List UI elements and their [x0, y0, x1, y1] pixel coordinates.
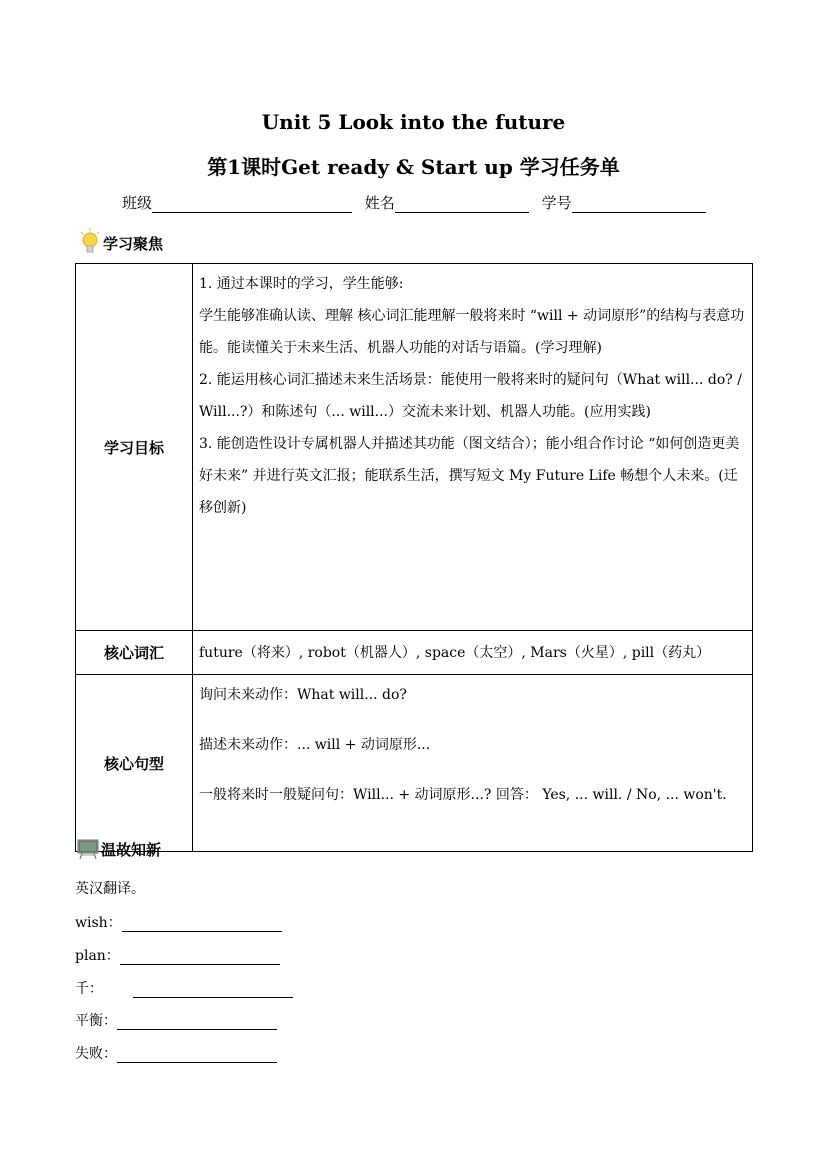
translation-item [75, 945, 280, 965]
learning-focus-table [75, 263, 753, 852]
translation-item [75, 1043, 277, 1063]
vocab-row [76, 631, 753, 675]
translation-prompt: 千： [75, 981, 103, 997]
sentence-row [76, 675, 753, 852]
lightbulb-icon [79, 228, 101, 258]
answer-blank[interactable] [117, 1046, 277, 1063]
objective-intro: 1. 通过本课时的学习，学生能够: [199, 276, 404, 292]
objectives-content [193, 264, 753, 631]
sentence-label: 核心句型 [76, 675, 193, 852]
class-label: 班级 [122, 194, 153, 212]
objective-1: 学生能够准确认读、理解 核心词汇能理解一般将来时 “will + 动词原形”的结构与表意功能。能读懂关于未来生活、机器人功能的对话与语篇。(学习理解) [199, 308, 745, 356]
objectives-label: 学习目标 [76, 264, 193, 631]
sentence-2: 描述未来动作：... will + 动词原形... [199, 737, 431, 753]
unit-title: Unit 5 Look into the future [261, 110, 566, 134]
answer-blank[interactable] [133, 981, 293, 998]
vocab-content: future（将来）, robot（机器人）, space（太空）, Mars（火星）, pill（药丸） [193, 631, 753, 675]
translation-instruction: 英汉翻译。 [75, 881, 145, 897]
translation-item [75, 978, 293, 998]
answer-blank[interactable] [117, 1013, 277, 1030]
number-blank[interactable] [572, 194, 706, 213]
translation-prompt: plan： [75, 948, 120, 964]
review-section-title: 温故知新 [101, 840, 162, 859]
sentence-1: 询问未来动作：What will... do? [199, 687, 407, 703]
focus-section-title: 学习聚焦 [103, 234, 164, 253]
objective-2: 2. 能运用核心词汇描述未来生活场景：能使用一般将来时的疑问句（What will... do? / Will...?）和陈述句（... will...）交流未来计划、机器人功能。(应用实践) [199, 372, 742, 420]
blackboard-icon [77, 838, 99, 860]
answer-blank[interactable] [120, 948, 280, 965]
translation-item [75, 912, 282, 932]
class-blank[interactable] [152, 194, 352, 213]
translation-prompt: 失败： [75, 1046, 117, 1062]
focus-section-heading [79, 228, 163, 258]
sentence-3: 一般将来时一般疑问句：Will... + 动词原形...? 回答： Yes, ... will. / No, ... won't. [199, 787, 727, 803]
review-section-heading [77, 838, 161, 860]
name-blank[interactable] [395, 194, 529, 213]
vocab-label: 核心词汇 [76, 631, 193, 675]
name-label: 姓名 [364, 194, 395, 212]
answer-blank[interactable] [122, 915, 282, 932]
number-label: 学号 [541, 194, 572, 212]
translation-item [75, 1010, 277, 1030]
translation-prompt: 平衡： [75, 1013, 117, 1029]
student-info-row [122, 192, 714, 213]
lesson-title: 第1课时Get ready & Start up 学习任务单 [207, 155, 620, 179]
translation-prompt: wish： [75, 915, 122, 931]
objectives-row [76, 264, 753, 631]
objective-3: 3. 能创造性设计专属机器人并描述其功能（图文结合）；能小组合作讨论 “如何创造更美好未来” 并进行英文汇报；能联系生活，撰写短文 My Future Life 畅想个人未来。(迁移创新) [199, 436, 740, 516]
sentence-content [193, 675, 753, 852]
